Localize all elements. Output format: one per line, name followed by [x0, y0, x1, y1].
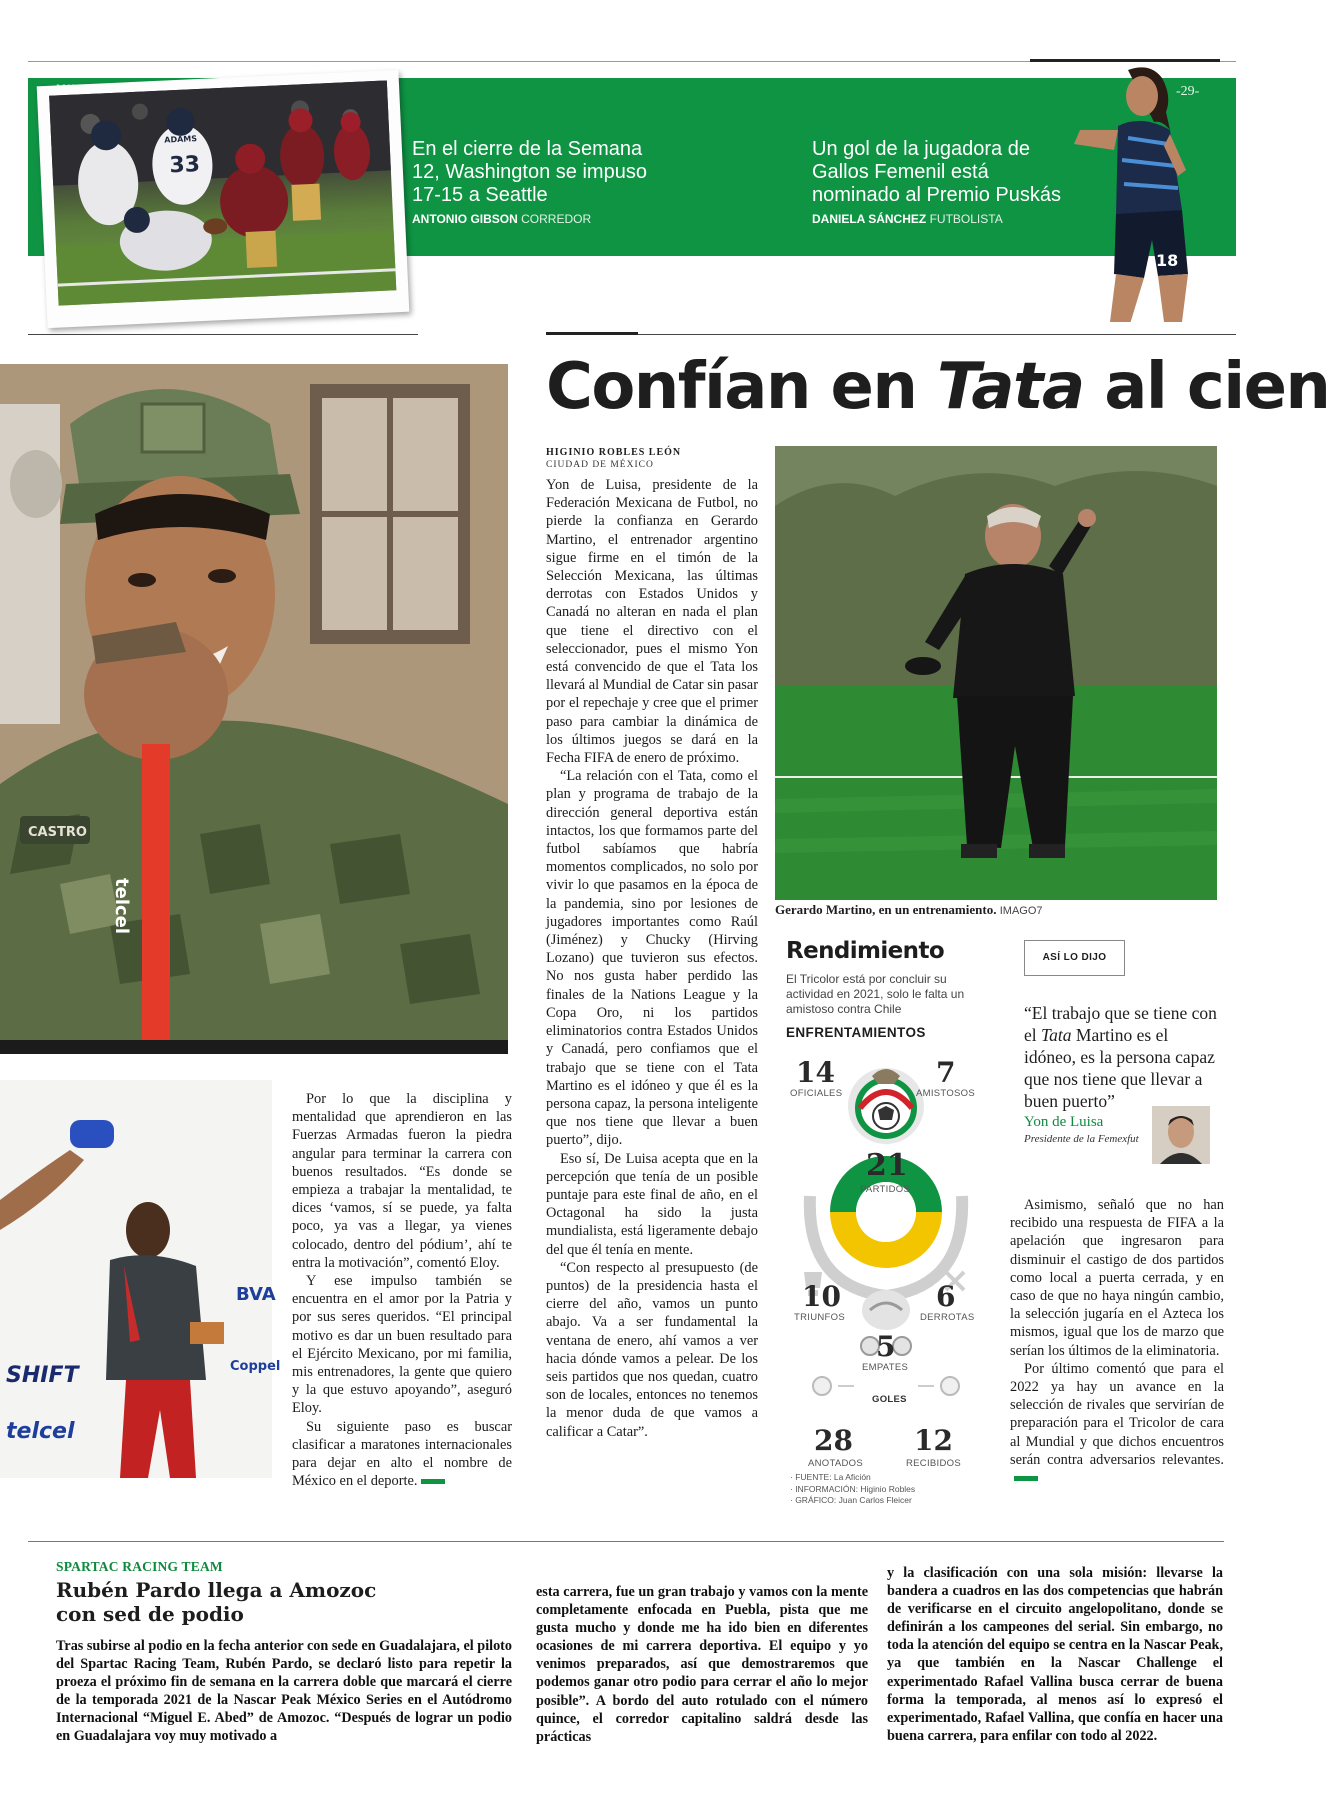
football-jersey-name: ADAMS — [164, 134, 198, 145]
banner-story-2[interactable]: Un gol de la jugadora de Gallos Femenil está nominado al Premio Puskás — [812, 138, 1062, 206]
recibidos-value: 12 — [914, 1424, 953, 1457]
empates-value: 5 — [876, 1330, 896, 1363]
anotados-label: ANOTADOS — [808, 1458, 864, 1469]
player-shorts-number: 18 — [1156, 251, 1179, 270]
end-mark — [421, 1479, 445, 1484]
martino-illustration — [775, 446, 1217, 900]
soccer-player-illustration — [1058, 60, 1208, 340]
section-rule-right — [546, 334, 1236, 335]
avatar — [1152, 1106, 1210, 1164]
headline-part-2: al cien — [1083, 350, 1329, 424]
football-illustration — [49, 80, 396, 305]
bottom-column-1-text: Tras subirse al podio en la fecha anterior con sede en Guadalajara, el piloto del Spartac Racing Team, Rubén Pardo, se declaró listo para repetir la proeza el próximo fin de semana en la carrera doble que marcará el cierre de la temporada 2021 de la Nascar Peak México Series en el Autódromo Internacional “Miguel E. Abed” de Amozoc. “Después de lograr un podio en Guadalajara voy muy motivado a — [56, 1638, 512, 1745]
soldier-story-column — [292, 1090, 512, 1490]
runner-illustration — [0, 1080, 281, 1478]
empates-label: EMPATES — [862, 1362, 909, 1373]
bottom-column-3 — [887, 1564, 1223, 1745]
headline-part-1: Confían en — [546, 350, 937, 424]
soldier-paragraph-3 — [292, 1418, 512, 1491]
amistosos-value: 7 — [936, 1056, 956, 1089]
source-line: · INFORMACIÓN: Higinio Robles — [790, 1483, 916, 1494]
runner-sponsor-coppel: Coppel — [230, 1359, 281, 1374]
runner-photo[interactable] — [0, 1080, 281, 1478]
oficiales-label: OFICIALES — [790, 1088, 843, 1099]
avatar-illustration — [1152, 1106, 1210, 1164]
amistosos-label: AMISTOSOS — [916, 1088, 976, 1099]
soldier-illustration — [0, 364, 508, 1040]
pull-quote — [1024, 1002, 1224, 1112]
football-photo-frame[interactable] — [37, 70, 410, 328]
quote-author-role: Presidente de la Femexfut — [1024, 1133, 1139, 1145]
article-paragraph-3: Eso sí, De Luisa acepta que en la percepción que tenía de un posible puntaje para este final de año, en el Octagonal ha sido la justa mundialista, está ligeramente debajo del que él tenía en mente. — [546, 1150, 758, 1258]
headline — [546, 350, 1329, 424]
headline-italic: Tata — [936, 350, 1084, 424]
bottom-column-2 — [536, 1583, 868, 1746]
infographic-section-title: ENFRENTAMIENTOS — [786, 1025, 926, 1040]
right-article-column — [1010, 1196, 1224, 1487]
photo-caption-credit: IMAGO7 — [999, 905, 1043, 917]
quote-box-label: ASÍ LO DIJO — [1024, 940, 1125, 976]
bottom-column-1 — [56, 1637, 512, 1746]
right-paragraph-2-text: Por último comentó que para el 2022 ya hay un avance en la selección de rivales que servirían de preparación para el Tricolor de cara al Mundial y que dichos encuentros serán contra adversarios relevantes. — [1010, 1360, 1224, 1468]
anotados-value: 28 — [814, 1424, 853, 1457]
bottom-rule — [28, 1541, 1224, 1542]
source-line: · GRÁFICO: Juan Carlos Fleicer — [790, 1495, 912, 1505]
runner-sponsor-telcel: telcel — [6, 1419, 75, 1444]
pull-quote-italic: Tata — [1041, 1025, 1072, 1045]
photo-caption — [775, 902, 1043, 918]
bottom-column-2-text: esta carrera, fue un gran trabajo y vamos con la mente completamente enfocada en Puebla, pista que me gusta mucho y donde me ha ido bien en diferentes ocasiones de mi carrera deportiva. El equipo y yo venimos preparados, así que demostraremos que podemos ganar otro podio para cerrar el año lo mejor posible”. A bordo del auto rotulado con el número quince, el corredor capitalino saldrá desde las prácticas — [536, 1584, 868, 1745]
partidos-label: PARTIDOS — [860, 1184, 911, 1195]
quote-author-name: Yon de Luisa — [1024, 1114, 1104, 1130]
football-photo — [49, 80, 396, 305]
pull-quote-part-b: Martino es el idóneo, es la persona capaz que nos tiene que llevar a buen puerto” — [1024, 1025, 1215, 1111]
bottom-column-3-text: y la clasificación con una sola misión: llevarse la bandera a cuadros en las dos competencias que habrán de verificarse en el circuito angelopolitano, donde se definirán a los campeones del serial. Sin embargo, no toda la atención del equipo se centra en la Nascar Peak, ya que también en la Nascar Challenge el experimentado Rafael Vallina busca cerrar de buena forma la temporada, al menos así lo expresó el experimentado, Rafael Vallina, que confía en hacer una buena carrera, para enfilar con todo al 2022. — [887, 1565, 1223, 1744]
article-paragraph-4: “Con respecto al presupuesto (de puntos) de la presidencia hasta el cierre del año, vamos un punto abajo. Va a ser fundamental la ventana de enero, ahí vamos a ver hacia dónde vamos a pelear. De los seis partidos que nos quedan, cuatro son de locales, entonces no tenemos la menor duda de que vamos a calificar a Catar”. — [546, 1259, 758, 1440]
banner-credit-2-role: FUTBOLISTA — [929, 212, 1003, 226]
main-article-column — [546, 476, 758, 1506]
soldier-photo-bar — [0, 1040, 508, 1054]
banner-credit-1-name: ANTONIO GIBSON — [412, 212, 518, 226]
partidos-value: 21 — [866, 1148, 908, 1183]
byline-author: HIGINIO ROBLES LEÓN — [546, 447, 682, 458]
right-paragraph-1: Asimismo, señaló que no han recibido una respuesta de FIFA a la apelación que ingresaron para disminuir el castigo de dos partidos como local a puerta cerrada, y en caso de que no haya ningún cambio, la selección jugaría en el Azteca los mismos, igual que los de marzo que serían los últimos de la eliminatoria. — [1010, 1197, 1224, 1359]
section-rule-accent — [546, 332, 638, 335]
infographic-sources — [790, 1472, 915, 1507]
soldier-name-badge: CASTRO — [28, 825, 87, 840]
bottom-kicker: SPARTAC RACING TEAM — [56, 1559, 223, 1574]
source-line: · FUENTE: La Afición — [790, 1472, 871, 1482]
soldier-photo[interactable] — [0, 364, 508, 1040]
infographic-title: Rendimiento — [786, 938, 945, 964]
martino-photo[interactable] — [775, 446, 1217, 900]
recibidos-label: RECIBIDOS — [906, 1458, 961, 1469]
runner-sponsor-bva: BVA — [236, 1284, 276, 1305]
derrotas-value: 6 — [936, 1280, 956, 1313]
article-paragraph-2: “La relación con el Tata, como el plan y programa de trabajo de la dirección general deportiva están intactos, los que formamos parte del futbol sabíamos que habría momentos complicados, no solo por vivir lo que pasamos en la época de la pandemia, sino por lesiones de jugadores importantes como Raúl (Jiménez) y Chucky (Hirving Lozano) que tuvieron sus efectos. No nos gusta haber perdido las finales de la Nations League y la Copa Oro, ni los partidos eliminatorios contra Estados Unidos y Canadá, pero confiamos que el trabajo que se tiene con el Tata Martino es el idóneo y que él es la persona capaz, la persona inteligente que nos tiene que llevar a buen puerto”, dijo. — [546, 768, 758, 1149]
page-number: -29- — [1176, 84, 1200, 99]
banner-credit-2-name: DANIELA SÁNCHEZ — [812, 212, 927, 226]
pull-quote-part-a: “El trabajo que se tiene con el — [1024, 1003, 1217, 1045]
bottom-headline[interactable]: Rubén Pardo llega a Amozoc con sed de podio — [56, 1578, 377, 1626]
derrotas-label: DERROTAS — [920, 1312, 975, 1323]
runner-sponsor-shift: SHIFT — [6, 1363, 79, 1388]
article-paragraph-1: Yon de Luisa, presidente de la Federación Mexicana de Futbol, no pierde la confianza en Gerardo Martino, el entrenador argentino sigue firme en el timón de la Selección Mexicana, las últimas derrotas con Estados Unidos y Canadá no alteran en nada el plan que tiene el directivo con el seleccionador, pues el mismo Yon está convencido de que el Tata los llevará al Mundial de Catar sin pasar por el repechaje y cree que el primer paso para cambiar la dinámica de los últimos juegos se dará en la Fecha FIFA de enero de próximo. — [546, 477, 758, 767]
right-paragraph-2 — [1010, 1360, 1224, 1487]
byline-city: CIUDAD DE MÉXICO — [546, 460, 654, 470]
soldier-ribbon-sponsor: telcel — [111, 878, 132, 935]
oficiales-value: 14 — [796, 1056, 835, 1089]
soccer-player-cutout[interactable] — [1058, 60, 1208, 340]
soldier-paragraph-2: Y ese impulso también se encuentra en el amor por la Patria y por sus seres queridos. “El principal motivo es dar un buen resultado para el Ejército Mexicano, por mi familia, mis entrenadores, la gente que quiero y la que estuvo apoyando”, aseguró Eloy. — [292, 1273, 512, 1417]
infographic-description: El Tricolor está por concluir su actividad en 2021, solo le falta un amistoso contra Chile — [786, 972, 965, 1016]
banner-story-1[interactable]: En el cierre de la Semana 12, Washington se impuso 17-15 a Seattle — [412, 138, 647, 206]
triunfos-value: 10 — [802, 1280, 841, 1313]
goles-label: GOLES — [872, 1394, 907, 1405]
banner-credit-1 — [412, 212, 591, 226]
soldier-paragraph-1: Por lo que la disciplina y mentalidad que aprendieron en las Fuerzas Armadas fueron la piedra angular para terminar la carrera con buenos resultados. “Es donde se empieza a trabajar la mentalidad, te dices ‘vamos, sí se puede, ya falta poco, ya vas a llegar, ya vienes colocado, dentro del pódium’, ahí te entra la motivación”, comentó Eloy. — [292, 1091, 512, 1271]
football-jersey-number: 33 — [168, 152, 201, 179]
end-mark — [1014, 1476, 1038, 1481]
banner-credit-2 — [812, 212, 1003, 226]
soldier-paragraph-3-text: Su siguiente paso es buscar clasificar a maratones internacionales para dejar en alto el nombre de México en el deporte. — [292, 1418, 512, 1490]
section-rule-left — [28, 334, 418, 335]
photo-caption-text: Gerardo Martino, en un entrenamiento. — [775, 902, 997, 917]
triunfos-label: TRIUNFOS — [794, 1312, 845, 1323]
banner-credit-1-role: CORREDOR — [521, 212, 592, 226]
